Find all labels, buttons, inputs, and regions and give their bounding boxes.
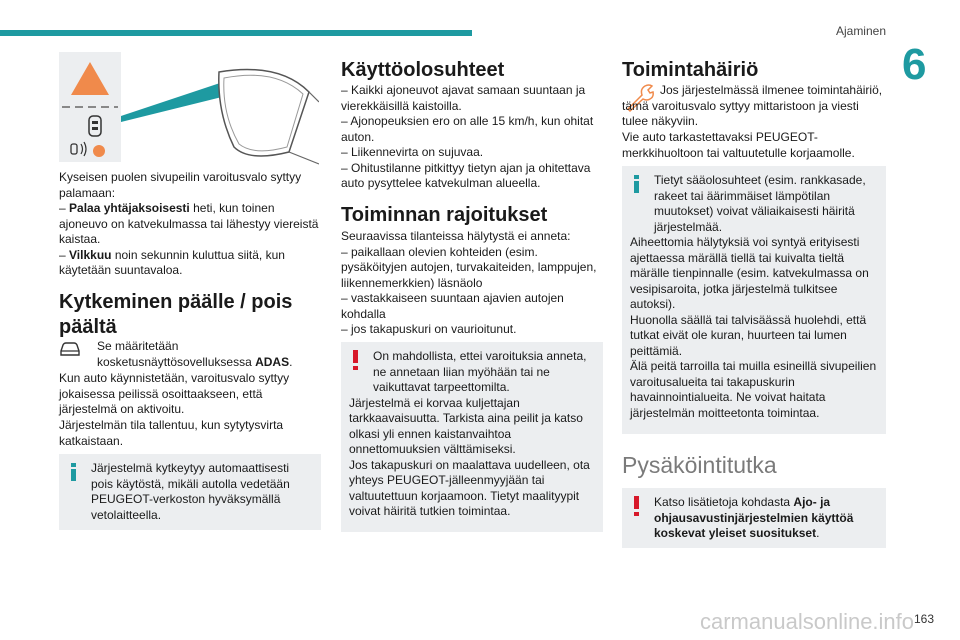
malfunction-text: Jos järjestelmässä ilmenee toimintahäiriö, tämä varoitusvalo syttyy mittaristoon ja viesti tulee näkyviin. <box>622 83 883 128</box>
intro-text: Kyseisen puolen sivupeilin varoitusvalo syttyy palamaan: <box>59 170 302 200</box>
reference-link-text: Ajo- ja ohjausavustinjärjestelmien käyttöä koskevat yleiset suositukset <box>654 495 854 540</box>
heading-parking-sensors: Pysäköintitutka <box>622 452 777 478</box>
chapter-number: 6 <box>902 40 927 89</box>
warning-light-description <box>59 170 321 279</box>
condition-item: – Ohitustilanne pitkittyy tietyn ajan ja ohitettava auto pysyttelee katvekulman alueella. <box>341 160 591 190</box>
info-icon <box>71 463 77 481</box>
workshop-text: Vie auto tarkastettavaksi PEUGEOT-merkkihuoltoon tai valtuutetulle korjaamolle. <box>622 130 855 160</box>
list-item-flashing: – Vilkkuu noin sekunnin kuluttua siitä, kun käytetään suuntavaloa. <box>59 247 285 277</box>
info-box-weather <box>622 166 886 434</box>
warning-text: Jos takapuskuri on maalattava uudelleen, ota yhteys PEUGEOT-jälleenmyyjään tai valtuutettuun korjaamoon. Tietyt maalityypit voivat häiritä tutkien toimintaa. <box>349 457 590 518</box>
parking-reference-text <box>630 495 878 542</box>
info-text: Tietyt sääolosuhteet (esim. rankkasade, rakeet tai äärimmäiset lämpötilan muutokset) voivat väliaikaisesti häiritä järjestelmää. <box>654 173 866 234</box>
warning-box-parking <box>622 488 886 548</box>
section-title: Ajaminen <box>835 24 886 38</box>
adas-setting-text <box>97 339 322 370</box>
condition-item: – Kaikki ajoneuvot ajavat samaan suuntaan ja vierekkäisillä kaistoilla. <box>341 83 586 113</box>
page-number: 163 <box>913 612 934 626</box>
activation-text: Kun auto käynnistetään, varoitusvalo syttyy jokaisessa peilissä osoittaakseen, että järjestelmä on aktivoitu. <box>59 371 290 416</box>
limitations-list <box>341 229 603 338</box>
conditions-list <box>341 83 603 192</box>
heading-limitations: Toiminnan rajoitukset <box>341 204 548 226</box>
limitation-item: – jos takapuskuri on vaurioitunut. <box>341 322 517 336</box>
condition-item: – Liikennevirta on sujuvaa. <box>341 145 484 159</box>
info-text: Huonolla säällä tai talvisäässä huolehdi, että tutkat eivät ole kuran, huurteen tai lumen peittämiä. <box>630 312 867 358</box>
adas-text-a: Se määritetään kosketusnäyttösovelluksessa <box>97 339 256 369</box>
limitation-item: – paikallaan olevien kohteiden (esim. pysäköityjen autojen, turvakaiteiden, lamppujen, liikennemerkkien) läsnäolo <box>341 244 597 290</box>
list-item-steady: – Palaa yhtäjaksoisesti heti, kun toinen ajoneuvo on katvekulmassa tai lähestyy viereistä kaistaa. <box>59 201 319 246</box>
adas-text-b: . <box>289 354 293 369</box>
info-box-towing <box>59 454 321 530</box>
item-text-steady: heti, kun toinen ajoneuvo on katvekulmassa tai lähestyy viereistä kaistaa. <box>59 201 319 246</box>
heading-switch-on-off: Kytkeminen päälle / pois päältä <box>59 291 293 338</box>
reference-text-a: Katso lisätietoja kohdasta <box>654 495 794 509</box>
limitations-intro: Seuraavissa tilanteissa hälytystä ei anneta: <box>341 229 571 243</box>
warning-icon <box>353 350 359 370</box>
condition-item: – Ajonopeuksien ero on alle 15 km/h, kun ohitat auton. <box>341 114 594 144</box>
warning-icon <box>634 496 640 516</box>
heading-malfunction: Toimintahäiriö <box>622 59 759 81</box>
warning-box-limitations <box>341 342 603 532</box>
info-text: Älä peitä tarroilla tai muilla esineillä sivupeilien varoitusalueita tai takapuskurin havainnointialueita. Ne voivat haitata järjestelmän moitteetonta toimintaa. <box>630 359 877 420</box>
warning-text: Järjestelmä ei korvaa kuljettajan tarkkaavaisuutta. Tarkista aina peilit ja katso olkasi yli ennen kaistanvaihtoa onnettomuuksien välttämiseksi. <box>349 395 583 456</box>
memory-text: Järjestelmän tila tallentuu, kun sytytysvirta katkaistaan. <box>59 418 284 448</box>
car-icon <box>59 340 77 358</box>
info-text: Aiheettomia hälytyksiä voi syntyä erityisesti ajettaessa märällä tiellä tai kuivalta tieltä märälle tienpinnalle (esim. katvekulmassa on vesipisaroita, jotka järjestelmä tulkitsee autoksi). <box>630 235 869 311</box>
bold-term-steady: Palaa yhtäjaksoisesti <box>69 201 190 215</box>
info-icon <box>634 175 640 193</box>
mirror-illustration <box>59 52 319 166</box>
limitation-item: – vastakkaiseen suuntaan ajavien autojen kohdalla <box>341 291 564 321</box>
bold-term-flashing: Vilkkuu <box>69 247 112 262</box>
adas-term: ADAS <box>255 354 290 369</box>
info-text: Järjestelmä kytkeytyy automaattisesti pois käytöstä, mikäli autolla vedetään PEUGEOT-verkoston hyväksymällä vetolaitteella. <box>91 461 290 522</box>
reference-text-b: . <box>816 526 820 540</box>
watermark: carmanualsonline.info <box>700 609 915 634</box>
heading-operating-conditions: Käyttöolosuhteet <box>341 59 505 81</box>
header-accent-bar <box>0 30 472 36</box>
item-text-flashing: noin sekunnin kuluttua siitä, kun käytetään suuntavaloa. <box>59 247 285 277</box>
warning-text: On mahdollista, ettei varoituksia anneta, ne annetaan liian myöhään tai ne vaikuttavat tarpeettomilta. <box>373 349 587 394</box>
